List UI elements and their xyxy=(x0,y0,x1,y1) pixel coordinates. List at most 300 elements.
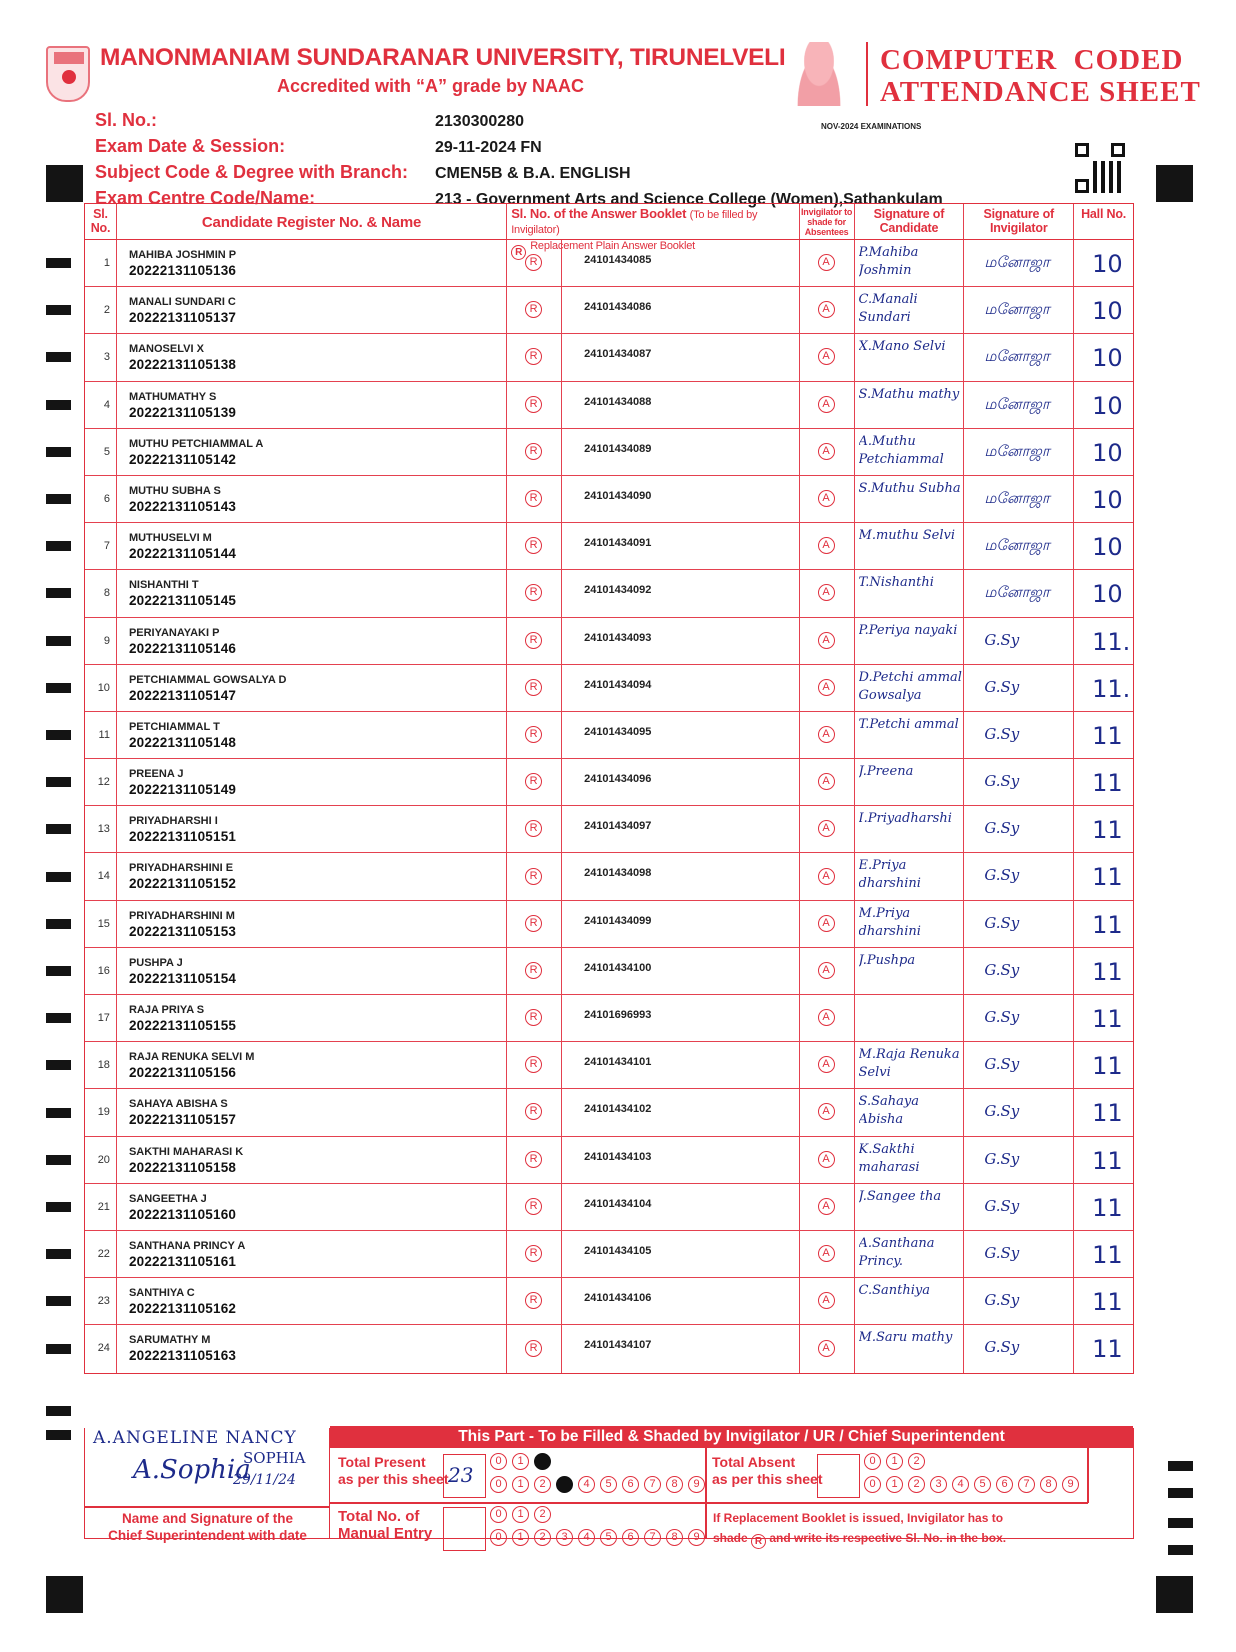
absent-cell xyxy=(800,287,855,333)
replacement-cell xyxy=(507,570,562,616)
booklet-number: 24101434099 xyxy=(584,914,652,927)
sl-cell xyxy=(85,853,117,899)
absent-cell xyxy=(800,853,855,899)
candidate-cell xyxy=(117,1137,507,1183)
timing-mark-left xyxy=(46,1060,71,1070)
header-candidate-signature: Signature of Candidate xyxy=(855,204,965,239)
hall-cell xyxy=(1074,570,1133,616)
total-absent-box[interactable] xyxy=(817,1454,860,1498)
table-row xyxy=(85,759,1133,806)
chief-superintendent-label xyxy=(85,1510,330,1544)
absent-bubble[interactable]: A xyxy=(818,584,835,601)
candidate-cell xyxy=(117,240,507,286)
replacement-bubble[interactable]: R xyxy=(525,915,542,932)
timing-mark-left xyxy=(46,494,71,504)
sl-cell xyxy=(85,665,117,711)
candidate-signature: M.Raja Renuka Selvi xyxy=(858,1047,960,1081)
digit-bubble-0[interactable]: 0 xyxy=(490,1506,507,1523)
invigilator-signature-cell xyxy=(964,240,1074,286)
candidate-signature-cell xyxy=(855,382,965,428)
absent-cell xyxy=(800,759,855,805)
register-number: 20222131105143 xyxy=(128,498,237,514)
absent-bubble[interactable]: A xyxy=(818,1151,835,1168)
table-row xyxy=(85,665,1133,712)
hall-cell xyxy=(1074,995,1133,1041)
digit-bubble-1[interactable]: 1 xyxy=(512,1453,529,1470)
sl-cell xyxy=(85,1089,117,1135)
invigilator-signature: G.Sy xyxy=(984,630,1020,649)
replacement-bubble[interactable]: R xyxy=(525,584,542,601)
booklet-cell xyxy=(562,1278,800,1324)
invigilator-signature: G.Sy xyxy=(984,724,1020,743)
manual-entry-units-bubbles xyxy=(490,1529,705,1546)
invigilator-signature-cell xyxy=(964,901,1074,947)
sl-cell xyxy=(85,1137,117,1183)
digit-bubble-0[interactable]: 0 xyxy=(490,1453,507,1470)
replacement-bubble[interactable]: R xyxy=(525,820,542,837)
absent-cell xyxy=(800,476,855,522)
absent-bubble[interactable]: A xyxy=(818,679,835,696)
absent-bubble[interactable]: A xyxy=(818,1056,835,1073)
divider xyxy=(330,1502,1088,1504)
digit-bubble-2[interactable] xyxy=(534,1453,551,1470)
candidate-name: PRIYADHARSHINI E xyxy=(128,862,234,875)
university-name: MANONMANIAM SUNDARANAR UNIVERSITY, TIRUNELVELI xyxy=(100,44,786,71)
invigilator-signature: G.Sy xyxy=(984,960,1020,979)
timing-mark-left xyxy=(46,447,71,457)
candidate-cell xyxy=(117,712,507,758)
absent-bubble[interactable]: A xyxy=(818,915,835,932)
invigilator-signature: G.Sy xyxy=(984,1008,1020,1026)
digit-bubble-7[interactable]: 7 xyxy=(1018,1476,1035,1493)
digit-bubble-2[interactable]: 2 xyxy=(908,1453,925,1470)
replacement-bubble[interactable]: R xyxy=(525,632,542,649)
absent-bubble[interactable]: A xyxy=(818,301,835,318)
sl-cell xyxy=(85,287,117,333)
replacement-bubble[interactable]: R xyxy=(525,301,542,318)
total-absent-label-line1: Total Absent xyxy=(712,1454,796,1470)
replacement-bubble[interactable]: R xyxy=(525,1340,542,1357)
replacement-cell xyxy=(507,1137,562,1183)
sl-cell xyxy=(85,240,117,286)
replacement-bubble[interactable]: R xyxy=(525,490,542,507)
timing-mark-top-right xyxy=(1156,165,1193,202)
absent-bubble[interactable]: A xyxy=(818,820,835,837)
replacement-cell xyxy=(507,759,562,805)
sheet-title-line2: ATTENDANCE SHEET xyxy=(880,76,1201,108)
digit-bubble-5[interactable]: 5 xyxy=(600,1476,617,1493)
timing-mark-right xyxy=(1168,1518,1193,1528)
absent-bubble[interactable]: A xyxy=(818,443,835,460)
register-number: 20222131105163 xyxy=(128,1348,237,1364)
timing-mark-left xyxy=(46,1249,71,1259)
chief-signature: A.Sophia xyxy=(133,1455,251,1485)
booklet-number: 24101696993 xyxy=(584,1009,652,1021)
candidate-cell xyxy=(117,1089,507,1135)
invigilator-signature-cell xyxy=(964,1137,1074,1183)
absent-bubble[interactable]: A xyxy=(818,1340,835,1357)
register-number: 20222131105138 xyxy=(128,357,237,373)
founder-portrait-image xyxy=(792,42,846,106)
total-present-label xyxy=(338,1454,449,1488)
replacement-bubble[interactable]: R xyxy=(525,1292,542,1309)
digit-bubble-9[interactable]: 9 xyxy=(1062,1476,1079,1493)
digit-bubble-0[interactable]: 0 xyxy=(490,1476,507,1493)
candidate-signature-cell xyxy=(855,1325,965,1372)
digit-bubble-6[interactable]: 6 xyxy=(996,1476,1013,1493)
booklet-cell xyxy=(562,1231,800,1277)
invigilator-signature-cell xyxy=(964,1089,1074,1135)
booklet-number: 24101434097 xyxy=(584,820,652,833)
replacement-bubble[interactable]: R xyxy=(525,254,542,271)
hall-cell xyxy=(1074,712,1133,758)
table-row xyxy=(85,853,1133,900)
sl-number: 13 xyxy=(97,823,110,836)
candidate-cell xyxy=(117,523,507,569)
timing-mark-left xyxy=(46,1406,71,1416)
sl-cell xyxy=(85,712,117,758)
absent-cell xyxy=(800,1042,855,1088)
invigilator-signature: G.Sy xyxy=(984,913,1020,932)
booklet-cell xyxy=(562,948,800,994)
replacement-bubble[interactable]: R xyxy=(525,962,542,979)
subject-value: CMEN5B & B.A. ENGLISH xyxy=(435,165,631,182)
booklet-cell xyxy=(562,995,800,1041)
hall-cell xyxy=(1074,759,1133,805)
booklet-cell xyxy=(562,901,800,947)
total-present-value: 23 xyxy=(448,1463,474,1487)
booklet-number: 24101434100 xyxy=(584,961,652,974)
booklet-cell xyxy=(562,712,800,758)
accreditation-text: Accredited with “A” grade by NAAC xyxy=(277,76,585,96)
sl-cell xyxy=(85,476,117,522)
candidate-signature: T.Nishanthi xyxy=(858,575,934,591)
digit-bubble-2[interactable]: 2 xyxy=(908,1476,925,1493)
replacement-bubble[interactable]: R xyxy=(525,1056,542,1073)
candidate-name: MAHIBA JOSHMIN P xyxy=(128,249,237,261)
booklet-cell xyxy=(562,240,800,286)
replacement-cell xyxy=(507,806,562,852)
absent-bubble[interactable]: A xyxy=(818,868,835,885)
absent-bubble[interactable]: A xyxy=(818,537,835,554)
booklet-number: 24101434103 xyxy=(584,1150,652,1163)
invigilator-signature: மனோஜா xyxy=(984,253,1050,271)
candidate-signature: S.Mathu mathy xyxy=(858,386,960,402)
sl-number: 7 xyxy=(103,540,110,553)
booklet-cell xyxy=(562,1184,800,1230)
table-row xyxy=(85,1137,1133,1184)
absent-bubble[interactable]: A xyxy=(818,348,835,365)
absent-bubble[interactable]: A xyxy=(818,1292,835,1309)
booklet-number: 24101434106 xyxy=(584,1292,652,1305)
sl-cell xyxy=(85,523,117,569)
invigilator-signature-cell xyxy=(964,948,1074,994)
digit-bubble-6[interactable]: 6 xyxy=(622,1476,639,1493)
hall-cell xyxy=(1074,240,1133,286)
invigilator-signature-cell xyxy=(964,618,1074,664)
register-number: 20222131105162 xyxy=(128,1301,237,1317)
sl-number: 22 xyxy=(97,1247,110,1260)
absent-bubble[interactable]: A xyxy=(818,962,835,979)
replacement-bubble[interactable]: R xyxy=(525,348,542,365)
booklet-cell xyxy=(562,759,800,805)
manual-entry-box[interactable] xyxy=(443,1507,486,1551)
candidate-signature: P.Periya nayaki xyxy=(858,622,958,638)
digit-bubble-1[interactable]: 1 xyxy=(886,1453,903,1470)
invigilator-signature: G.Sy xyxy=(984,677,1020,696)
total-present-box[interactable] xyxy=(443,1454,486,1498)
hall-number: 11 xyxy=(1092,1099,1123,1128)
booklet-cell xyxy=(562,618,800,664)
absent-bubble[interactable]: A xyxy=(818,773,835,790)
sl-number: 16 xyxy=(97,964,110,977)
digit-bubble-3[interactable] xyxy=(556,1476,573,1493)
register-number: 20222131105155 xyxy=(128,1018,237,1033)
timing-mark-left xyxy=(46,1108,71,1118)
candidate-signature: J.Pushpa xyxy=(858,952,916,968)
candidate-signature: S.Muthu Subha xyxy=(858,480,961,496)
chief-name-line1: A.ANGELINE NANCY xyxy=(93,1428,297,1448)
chief-superintendent-handwriting xyxy=(93,1428,328,1492)
candidate-signature-cell xyxy=(855,523,965,569)
sl-cell xyxy=(85,618,117,664)
timing-mark-left xyxy=(46,588,71,598)
register-number: 20222131105142 xyxy=(128,451,237,467)
register-number: 20222131105152 xyxy=(128,876,237,892)
register-number: 20222131105148 xyxy=(128,734,237,750)
absent-bubble[interactable]: A xyxy=(818,1103,835,1120)
replacement-bubble[interactable]: R xyxy=(525,1151,542,1168)
candidate-name: MANALI SUNDARI C xyxy=(128,296,236,309)
candidate-signature-cell xyxy=(855,1042,965,1088)
table-row xyxy=(85,948,1133,995)
replacement-cell xyxy=(507,1278,562,1324)
candidate-signature-cell xyxy=(855,995,965,1041)
absent-bubble[interactable]: A xyxy=(818,1245,835,1262)
absent-bubble[interactable]: A xyxy=(818,726,835,743)
absent-cell xyxy=(800,1278,855,1324)
hall-number: 10 xyxy=(1092,438,1123,467)
digit-bubble-5[interactable]: 5 xyxy=(600,1529,617,1546)
candidate-name: SANTHANA PRINCY A xyxy=(128,1239,246,1252)
candidate-signature-cell xyxy=(855,240,965,286)
centre-label: Exam Centre Code/Name: xyxy=(95,188,316,208)
chief-date: 29/11/24 xyxy=(233,1472,296,1488)
header-booklet xyxy=(507,204,799,258)
hall-cell xyxy=(1074,1042,1133,1088)
candidate-name: MUTHU PETCHIAMMAL A xyxy=(128,437,264,450)
replacement-bubble[interactable]: R xyxy=(525,396,542,413)
invigilator-signature: மனோஜா xyxy=(984,394,1050,413)
sl-cell xyxy=(85,429,117,475)
candidate-signature-cell xyxy=(855,948,965,994)
table-row xyxy=(85,995,1133,1042)
divider xyxy=(85,1506,330,1508)
sl-number: 14 xyxy=(97,870,110,883)
booklet-cell xyxy=(562,1089,800,1135)
invigilator-signature: G.Sy xyxy=(984,772,1020,791)
replacement-bubble[interactable]: R xyxy=(525,726,542,743)
absent-bubble[interactable]: A xyxy=(818,490,835,507)
register-number: 20222131105151 xyxy=(128,829,237,845)
hall-number: 10 xyxy=(1092,580,1123,609)
digit-bubble-4[interactable]: 4 xyxy=(578,1476,595,1493)
digit-bubble-5[interactable]: 5 xyxy=(974,1476,991,1493)
sl-number: 5 xyxy=(103,445,110,458)
candidate-cell xyxy=(117,1231,507,1277)
digit-bubble-9[interactable]: 9 xyxy=(688,1529,705,1546)
digit-bubble-9[interactable]: 9 xyxy=(688,1476,705,1493)
sl-cell xyxy=(85,759,117,805)
invigilator-signature-cell xyxy=(964,665,1074,711)
digit-bubble-3[interactable]: 3 xyxy=(556,1529,573,1546)
replacement-note-line1: If Replacement Booklet is issued, Invigilator has to xyxy=(713,1511,1004,1525)
replacement-bubble[interactable]: R xyxy=(525,1103,542,1120)
invigilator-signature-cell xyxy=(964,995,1074,1041)
hall-cell xyxy=(1074,476,1133,522)
hall-number: 10 xyxy=(1092,533,1123,562)
candidate-cell xyxy=(117,382,507,428)
timing-mark-left xyxy=(46,400,71,410)
digit-bubble-1[interactable]: 1 xyxy=(512,1476,529,1493)
table-row xyxy=(85,382,1133,429)
invigilator-signature-cell xyxy=(964,1042,1074,1088)
candidate-signature: T.Petchi ammal xyxy=(858,716,959,732)
invigilator-signature: G.Sy xyxy=(984,866,1020,885)
digit-bubble-1[interactable]: 1 xyxy=(512,1529,529,1546)
timing-mark-left xyxy=(46,777,71,787)
total-absent-units-bubbles xyxy=(864,1476,1079,1493)
replacement-cell xyxy=(507,1042,562,1088)
candidate-name: PRIYADHARSHINI M xyxy=(128,909,235,922)
replacement-cell xyxy=(507,712,562,758)
digit-bubble-4[interactable]: 4 xyxy=(952,1476,969,1493)
booklet-number: 24101434096 xyxy=(584,773,652,786)
digit-bubble-7[interactable]: 7 xyxy=(644,1529,661,1546)
candidate-name: PREENA J xyxy=(128,768,184,781)
digit-bubble-4[interactable]: 4 xyxy=(578,1529,595,1546)
table-row xyxy=(85,712,1133,759)
digit-bubble-8[interactable]: 8 xyxy=(666,1476,683,1493)
replacement-bubble[interactable]: R xyxy=(525,773,542,790)
booklet-cell xyxy=(562,287,800,333)
candidate-signature: M.muthu Selvi xyxy=(858,528,956,544)
digit-bubble-0[interactable]: 0 xyxy=(864,1453,881,1470)
hall-cell xyxy=(1074,382,1133,428)
table-row xyxy=(85,523,1133,570)
candidate-signature-cell xyxy=(855,1137,965,1183)
replacement-bubble[interactable]: R xyxy=(525,679,542,696)
digit-bubble-2[interactable]: 2 xyxy=(534,1529,551,1546)
table-row xyxy=(85,287,1133,334)
digit-bubble-7[interactable]: 7 xyxy=(644,1476,661,1493)
replacement-bubble[interactable]: R xyxy=(525,1245,542,1262)
digit-bubble-6[interactable]: 6 xyxy=(622,1529,639,1546)
hall-cell xyxy=(1074,1137,1133,1183)
timing-mark-left xyxy=(46,541,71,551)
booklet-cell xyxy=(562,806,800,852)
candidate-cell xyxy=(117,429,507,475)
register-number: 20222131105144 xyxy=(128,546,237,562)
hall-number: 10 xyxy=(1092,250,1123,278)
candidate-signature-cell xyxy=(855,901,965,947)
replacement-cell xyxy=(507,382,562,428)
candidate-signature: C.Manali Sundari xyxy=(858,292,918,326)
replacement-bubble[interactable]: R xyxy=(525,1198,542,1215)
digit-bubble-2[interactable]: 2 xyxy=(534,1476,551,1493)
timing-mark-left xyxy=(46,1155,71,1165)
absent-cell xyxy=(800,1325,855,1372)
replacement-bubble[interactable]: R xyxy=(525,537,542,554)
header-booklet-title: Sl. No. of the Answer Booklet xyxy=(511,206,687,221)
timing-mark-left xyxy=(46,1013,71,1023)
footer-section xyxy=(84,1428,1134,1547)
candidate-signature-cell xyxy=(855,429,965,475)
hall-cell xyxy=(1074,853,1133,899)
candidate-signature-cell xyxy=(855,1184,965,1230)
timing-mark-left xyxy=(46,1430,71,1440)
candidate-name: SARUMATHY M xyxy=(128,1334,211,1347)
digit-bubble-1[interactable]: 1 xyxy=(886,1476,903,1493)
total-present-label-line2: as per this sheet xyxy=(338,1471,449,1487)
candidate-signature: A.Santhana Princy. xyxy=(858,1235,935,1269)
candidate-name: SANTHIYA C xyxy=(128,1287,195,1300)
timing-mark-left xyxy=(46,872,71,882)
register-number: 20222131105153 xyxy=(128,923,237,939)
replacement-bubble[interactable]: R xyxy=(525,443,542,460)
candidate-signature: E.Priya dharshini xyxy=(858,858,921,892)
candidate-name: PETCHIAMMAL GOWSALYA D xyxy=(128,673,287,686)
booklet-number: 24101434095 xyxy=(584,725,652,738)
candidate-signature: M.Saru mathy xyxy=(858,1330,953,1346)
total-absent-label-line2: as per this sheet xyxy=(712,1471,823,1487)
digit-bubble-0[interactable]: 0 xyxy=(490,1529,507,1546)
timing-mark-bottom-right xyxy=(1156,1576,1193,1613)
digit-bubble-8[interactable]: 8 xyxy=(1040,1476,1057,1493)
sl-number: 2 xyxy=(103,304,110,317)
absent-bubble[interactable]: A xyxy=(818,1009,835,1026)
total-present-label-line1: Total Present xyxy=(338,1454,426,1470)
invigilator-signature-cell xyxy=(964,287,1074,333)
invigilator-signature: G.Sy xyxy=(984,1055,1020,1074)
candidate-signature-cell xyxy=(855,759,965,805)
candidate-name: MANOSELVI X xyxy=(128,343,204,356)
booklet-cell xyxy=(562,476,800,522)
booklet-number: 24101434107 xyxy=(584,1339,652,1352)
digit-bubble-8[interactable]: 8 xyxy=(666,1529,683,1546)
header-divider xyxy=(866,42,868,106)
digit-bubble-0[interactable]: 0 xyxy=(864,1476,881,1493)
total-absent-tens-bubbles xyxy=(864,1453,925,1470)
attendance-table xyxy=(84,203,1134,1374)
sl-number: 6 xyxy=(103,492,110,505)
booklet-number: 24101434087 xyxy=(584,348,652,361)
absent-bubble[interactable]: A xyxy=(818,632,835,649)
absent-bubble[interactable]: A xyxy=(818,254,835,271)
candidate-name: MATHUMATHY S xyxy=(128,390,217,403)
replacement-bubble[interactable]: R xyxy=(525,1009,542,1026)
digit-bubble-2[interactable]: 2 xyxy=(534,1506,551,1523)
absent-bubble[interactable]: A xyxy=(818,396,835,413)
digit-bubble-1[interactable]: 1 xyxy=(512,1506,529,1523)
absent-bubble[interactable]: A xyxy=(818,1198,835,1215)
hall-number: 11 xyxy=(1092,863,1123,892)
digit-bubble-3[interactable]: 3 xyxy=(930,1476,947,1493)
replacement-bubble[interactable]: R xyxy=(525,868,542,885)
sheet-title-line1: COMPUTER CODED xyxy=(880,44,1184,76)
absent-cell xyxy=(800,948,855,994)
hall-number: 11 xyxy=(1092,1193,1123,1222)
